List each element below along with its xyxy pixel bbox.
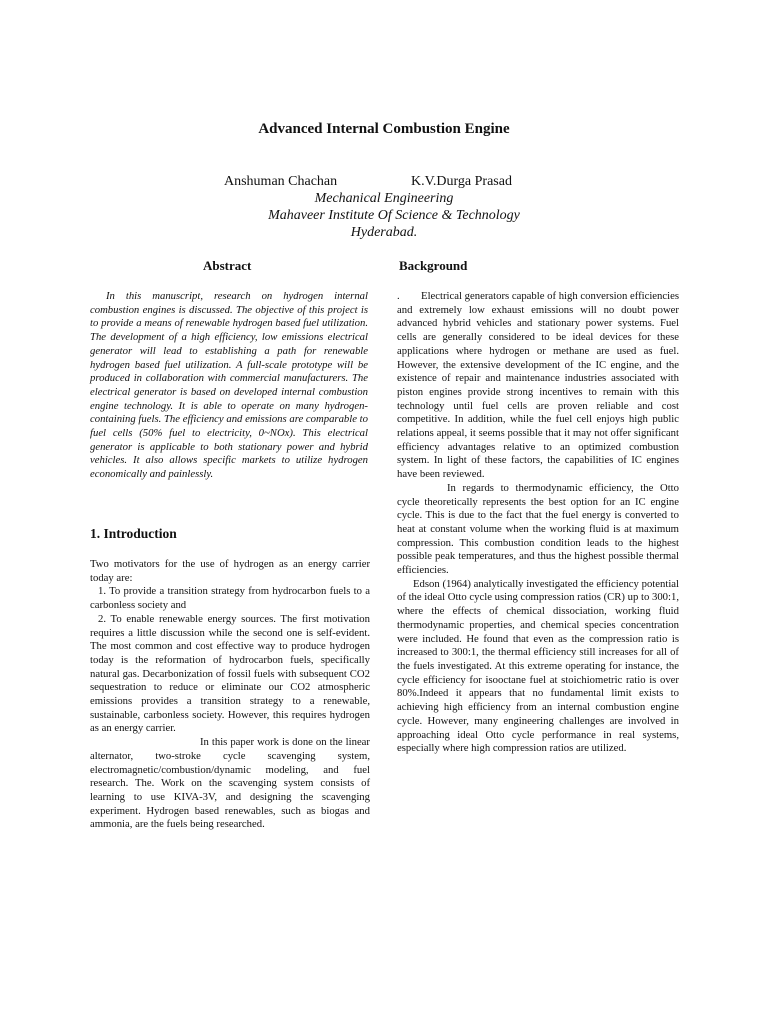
background-paragraph: Edson (1964) analytically investigated the efficiency potential of the ideal Otto cycle using compression ratios (CR) up to 300:1, where the effects of chemical dissociation, working fluid thermodynamic properties, and chemical species concentration were included. He found that even as the compression ratio is increased to 300:1, the thermal efficiency still increases for all of the fuels investigated. At this extreme operating for instance, the cycle efficiency for isooctane fuel at stoichiometric ratio is over 80%.Indeed it appears that no fundamental limit exists to achieving high efficiency from an internal combustion engine cycle. However, many engineering challenges are involved in approaching ideal Otto cycle performance in real systems, especially where high compression ratios are utilized. [397,577,679,755]
affiliation-city: Hyderabad. [350,225,418,240]
abstract-text: In this manuscript, research on hydrogen internal combustion engines is discussed. The objective of this project is to provide a means of renewable hydrogen based fuel utilization. The development of a high efficiency, low emissions electrical generator will lead to establishing a path for renewable hydrogen based fuel utilization. A full-scale prototype will be produced in collaboration with commercial manufacturers. The electrical generator is based on developed internal combustion engine technology. It is able to operate on many hydrogen-containing fuels. The efficiency and emissions are comparable to fuel cells (50% fuel to electricity, 0~NOx). This electrical generator is applicable to both stationary power and hybrid vehicles. It also allows specific markets to utilize hydrogen economically and painlessly. [90,290,368,481]
paper-title: Advanced Internal Combustion Engine [258,121,510,137]
author-name: K.V.Durga Prasad [411,174,512,189]
affiliation-department: Mechanical Engineering [314,191,454,206]
background-paragraph: In regards to thermodynamic efficiency, the Otto cycle theoretically represents the best option for an IC engine cycle. This is due to the fact that the fuel energy is converted to heat at constant volume when the working fluid is at maximum compression. This combustion condition leads to the highest possible peak temperatures, and thus the highest possible thermal efficiencies. [397,481,679,577]
background-heading: Background [399,258,468,273]
introduction-heading: 1. Introduction [90,526,177,541]
author-name: Anshuman Chachan [224,174,338,189]
introduction-list-item: 1. To provide a transition strategy from hydrocarbon fuels to a carbonless society and [90,585,370,612]
background-paragraph: . Electrical generators capable of high conversion efficiencies and extremely low exhaust emissions will no doubt power advanced hybrid vehicles and stationary power systems. Fuel cells are generally considered to be ideal devices for these applications where hydrogen or methane are used as fuel. However, the extensive development of the IC engine, and the existence of repair and maintenance industries associated with piston engines provide strong incentives to remain with this technology until fuel cells are proven reliable and cost competitive. In addition, while the fuel cell enjoys high public relations appeal, it seems possible that it may not offer significant efficiency advantages relative to an optimized combustion system. In light of these factors, the capabilities of IC engines have been reviewed. [397,290,682,481]
abstract-heading: Abstract [203,258,252,273]
background-body [397,290,682,756]
introduction-paragraph: In this paper work is done on the linear alternator, two-stroke cycle scavenging system, electromagnetic/combustion/dynamic modeling, and fuel research. The. Work on the scavenging system consists of learning to use KIVA-3V, and designing the scavenging experiment. Hydrogen based renewables, such as biogas and ammonia, are the fuels being researched. [90,736,370,831]
introduction-body [90,558,370,832]
introduction-list-item: 2. To enable renewable energy sources. The first motivation requires a little discussion while the second one is self-evident. The most common and cost effective way to produce hydrogen today is the reformation of hydrocarbon fuels, specifically natural gas. Decarbonization of fossil fuels with subsequent CO2 sequestration to reduce or eliminate our CO2 atmospheric emissions provides a transition strategy to a renewable, sustainable, carbonless society. However, this requires hydrogen as an energy carrier. [90,612,370,735]
introduction-paragraph: Two motivators for the use of hydrogen as an energy carrier today are: [90,558,370,584]
affiliation-institute: Mahaveer Institute Of Science & Technology [268,208,520,223]
